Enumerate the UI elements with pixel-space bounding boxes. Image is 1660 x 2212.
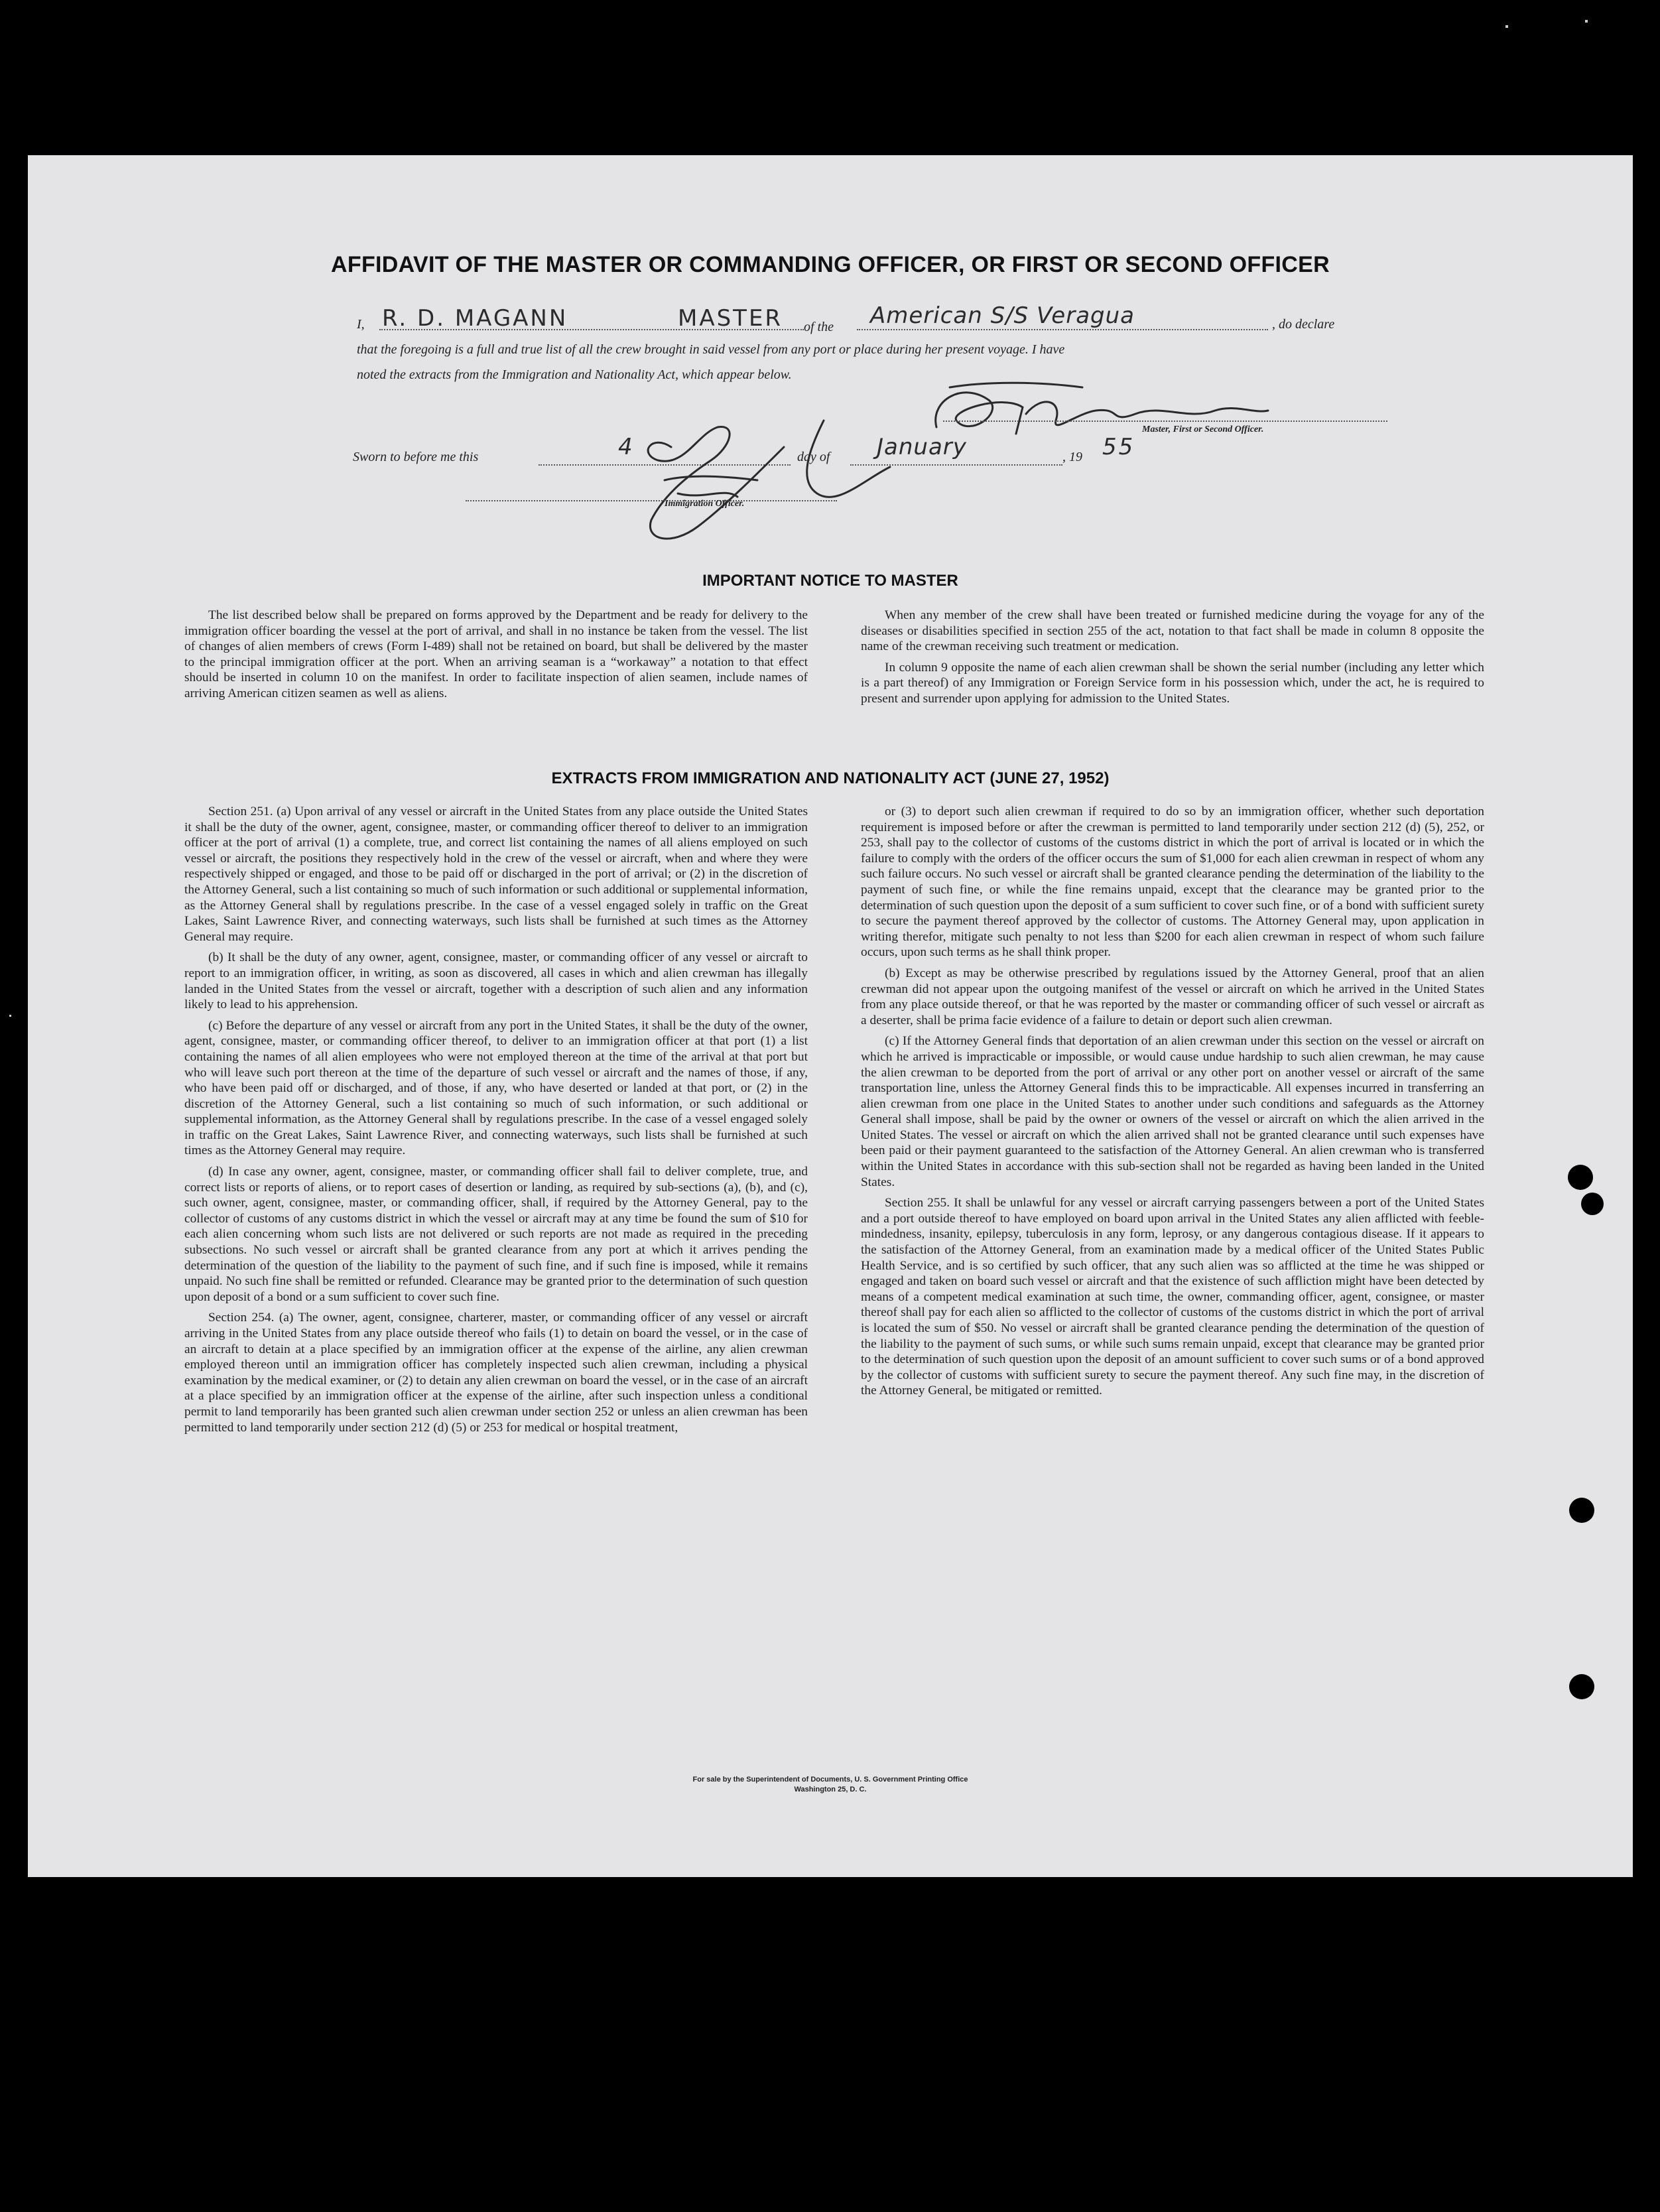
punch-hole [1568, 1165, 1593, 1190]
vessel-dotted-line [857, 329, 1268, 330]
sworn-label: Sworn to before me this [353, 450, 479, 464]
declaration-line-3: noted the extracts from the Immigration and Nationality Act, which appear below. [357, 367, 792, 382]
scan-speck [9, 1015, 11, 1017]
punch-hole [1569, 1498, 1594, 1523]
footer-line-2: Washington 25, D. C. [794, 1786, 867, 1793]
extracts-right-column [861, 804, 1484, 1404]
master-dotted-line [943, 421, 1387, 422]
i-label: I, [357, 317, 365, 332]
notice-right-column [861, 608, 1484, 712]
day-value: 4 [618, 434, 635, 460]
of-the-label: of the [804, 320, 834, 334]
punch-hole [1581, 1193, 1604, 1215]
extract-paragraph: or (3) to deport such alien crewman if required to do so by an immigration officer, whether such deportation requirement is imposed before or after the crewman is permitted to land temporarily under section 212 (d) (5), 252, or 253, shall pay to the collector of customs of the customs district in which the port of arrival is located or in which the failure to comply with the orders of the officer occurs the sum of $1,000 for each alien crewman in respect of whom any such failure occurs. No such vessel or aircraft shall be granted clearance pending the determination of the liability to the payment of such fine, or while the fine remains unpaid, except that the clearance may be granted prior to the determination of such question upon the deposit of a sum sufficient to cover such fine, or of a bond with sufficient surety to secure the payment thereof approved by the collector of customs. The Attorney General may, upon application in writing therefor, mitigate such penalty to not less than $200 for each alien crewman in respect of whom such failure occurs, upon such terms as he shall think proper. [861, 805, 1484, 960]
officer-caption: Immigration Officer. [665, 499, 745, 509]
extract-paragraph: (d) In case any owner, agent, consignee, master, or commanding officer shall fail to deliver complete, true, and correct lists or reports of aliens, or to report cases of desertion or landing, as required by sub-sections (a), (b), and (c), such owner, agent, consignee, master, or commanding officer, shall, if required by the Attorney General, pay to the collector of customs of any customs district in which the vessel or aircraft may at any time be found the sum of $10 for each alien concerning whom such lists are not delivered or such reports are not made as required in the preceding subsections. No such vessel or aircraft shall be granted clearance from any port at which it arrives pending the determination of the question of the liability to the payment of such fine, and if such fine is imposed, while it remains unpaid. No such fine shall be remitted or refunded. Clearance may be granted prior to the determination of such question upon deposit of a bond or a sum sufficient to cover such fine. [184, 1165, 808, 1304]
extract-paragraph: (c) Before the departure of any vessel or aircraft from any port in the United States, it shall be the duty of the owner, agent, consignee, master, or commanding officer thereof, to deliver to an immigration officer at that port (1) a list containing the names of all alien employees who were not employed thereon at the time of the arrival at that port but who will leave such port thereon at the time of the departure of such vessel or aircraft and the names of those, if any, who have been paid off or discharged, and of those, if any, who have deserted or landed at that port, or (2) in the discretion of the Attorney General, such a list containing so much of such information, or such additional or supplemental information, as the Attorney General shall by regulations prescribe. In the case of a vessel engaged solely in traffic on the Great Lakes, Saint Lawrence River, and connecting waterways, such lists shall be furnished at such times as the Attorney General may require. [184, 1018, 808, 1158]
extract-paragraph: Section 255. It shall be unlawful for any vessel or aircraft carrying passengers between a port of the United States and a port outside thereof to have employed on board upon arrival in the United States any alien afflicted with feeble-mindedness, insanity, epilepsy, tuberculosis in any form, leprosy, or any dangerous contagious disease. If it appears to the satisfaction of the Attorney General, from an examination made by a medical officer of the United States Public Health Service, and is so certified by such officer, that any such alien was so afflicted at the time he was shipped or engaged and taken on board such vessel or aircraft and that the existence of such affliction might have been detected by means of a competent medical examination at such time, the owner, commanding officer, agent, consignee, or master thereof shall pay for each alien so afflicted to the collector of customs of the customs district in which the port of arrival is located the sum of $50. No vessel or aircraft shall be granted clearance pending the determination of the question of the liability to the payment of such sums, or while such sums remain unpaid, except that clearance may be granted prior to the determination of such question upon the deposit of an amount sufficient to cover such sums or of a bond approved by the collector of customs with sufficient surety to secure the payment thereof. Any such fine may, in the discretion of the Attorney General, be mitigated or remitted. [861, 1196, 1484, 1398]
officer-dotted-line [466, 500, 837, 501]
notice-paragraph: When any member of the crew shall have been treated or furnished medicine during the voyage for any of the diseases or disabilities specified in section 255 of the act, notation to that fact shall be made in column 8 opposite the name of the crewman receiving such treatment or medication. [861, 608, 1484, 654]
extract-paragraph: Section 254. (a) The owner, agent, consignee, charterer, master, or commanding officer of any vessel or aircraft arriving in the United States from any place outside thereof who fails (1) to detain on board the vessel, or in the case of an aircraft to detain at a place specified by an immigration officer at the expense of the airline, any alien crewman employed thereon until an immigration officer has completely inspected such alien crewman, including a physical examination by the medical examiner, or (2) to detain any alien crewman on board the vessel, or in the case of an aircraft at a place specified by an immigration officer at the expense of the airline, after such inspection unless a conditional permit to land temporarily has been granted such alien crewman under section 252 or unless an alien crewman has been permitted to land temporarily under section 212 (d) (5) or 253 for medical or hospital treatment, [184, 1311, 808, 1435]
printing-office-footer [28, 1775, 1633, 1795]
notice-left-column [184, 608, 808, 707]
extract-paragraph: (b) It shall be the duty of any owner, agent, consignee, master, or commanding officer of any vessel or aircraft to report to an immigration officer, in writing, as soon as discovered, all cases in which and alien crewman has illegally landed in the United States from the vessel or aircraft, together with a description of such alien and any information likely to lead to his apprehension. [184, 950, 808, 1012]
extract-paragraph: Section 251. (a) Upon arrival of any vessel or aircraft in the United States from any place outside the United States it shall be the duty of the owner, agent, consignee, master, or commanding officer thereof to deliver to an immigration officer at the port of arrival (1) a complete, true, and correct list containing the names of all aliens employed on such vessel or aircraft, the positions they respectively hold in the crew of the vessel or aircraft, when and where they were respectively shipped or engaged, and those to be paid off or discharged in the port of arrival; or (2) in the discretion of the Attorney General, such a list containing so much of such information or such additional or supplemental information, as the Attorney General shall by regulations prescribe. In the case of a vessel engaged solely in traffic on the Great Lakes, Saint Lawrence River, and connecting waterways, such lists shall be furnished at such times as the Attorney General may require. [184, 805, 808, 944]
scan-speck [1585, 20, 1588, 23]
master-name-field: R. D. MAGANN [382, 305, 568, 332]
month-value: January [877, 434, 967, 460]
notice-paragraph: In column 9 opposite the name of each alien crewman shall be shown the serial number (including any letter which is a part thereof) of any Immigration or Foreign Service form in his possession which, under the act, he is required to present and surrender upon applying for admission to the United States. [861, 660, 1484, 706]
extracts-left-column [184, 804, 808, 1441]
year-value: 55 [1102, 434, 1135, 460]
affidavit-page [28, 155, 1633, 1877]
vessel-name-field: American S/S Veragua [870, 302, 1135, 329]
extract-paragraph: (b) Except as may be otherwise prescribed by regulations issued by the Attorney General, proof that an alien crewman did not appear upon the outgoing manifest of the vessel or aircraft on which he arrived in the United States from any place outside thereof, or that he was reported by the master or commanding officer of such vessel or aircraft as a deserter, shall be prima facie evidence of a failure to detain or deport such alien crewman. [861, 966, 1484, 1027]
officer-signature [625, 407, 903, 560]
name-dotted-line [379, 329, 804, 330]
footer-line-1: For sale by the Superintendent of Documents, U. S. Government Printing Office [692, 1776, 968, 1784]
scan-speck [1505, 25, 1508, 28]
declaration-line-2: that the foregoing is a full and true list of all the crew brought in said vessel from any port or place during her present voyage. I have [357, 342, 1065, 357]
extracts-heading: EXTRACTS FROM IMMIGRATION AND NATIONALITY ACT (JUNE 27, 1952) [551, 769, 1110, 787]
day-of-label: day of [797, 450, 830, 464]
extract-paragraph: (c) If the Attorney General finds that deportation of an alien crewman under this section on the vessel or aircraft on which he arrived is impracticable or impossible, or would cause undue hardship to such alien crewman, he may cause the alien crewman to be deported from the port of arrival or any other port on another vessel or aircraft of the same transportation line, unless the Attorney General finds this to be impracticable. All expenses incurred in transferring an alien crewman from one place in the United States to another under such conditions and safeguards as the Attorney General shall impose, shall be paid by the owner or owners of the vessel or aircraft on which the alien arrived in the United States. The vessel or aircraft on which the alien arrived shall not be granted clearance until such expenses have been paid or their payment guaranteed to the satisfaction of the Attorney General. An alien crewman who is transferred within the United States in accordance with this sub-section shall not be regarded as having been landed in the United States. [861, 1034, 1484, 1189]
notice-paragraph: The list described below shall be prepared on forms approved by the Department and be ready for delivery to the immigration officer boarding the vessel at the port of arrival, and shall in no instance be taken from the vessel. The list of changes of alien members of crews (Form I-489) shall not be retained on board, but shall be delivered by the master to the principal immigration officer at the port. When an arriving seaman is a “workaway” a notation to that effect should be inserted in column 10 on the manifest. In order to facilitate inspection of alien seamen, include names of arriving American citizen seamen as well as aliens. [184, 608, 808, 700]
master-caption: Master, First or Second Officer. [1142, 424, 1264, 434]
year-prefix: , 19 [1062, 450, 1082, 464]
rank-field: MASTER [678, 305, 783, 332]
do-declare-label: , do declare [1272, 317, 1335, 332]
punch-hole [1569, 1674, 1594, 1699]
notice-heading: IMPORTANT NOTICE TO MASTER [702, 572, 958, 590]
page-title: AFFIDAVIT OF THE MASTER OR COMMANDING OFFICER, OR FIRST OR SECOND OFFICER [331, 252, 1330, 277]
